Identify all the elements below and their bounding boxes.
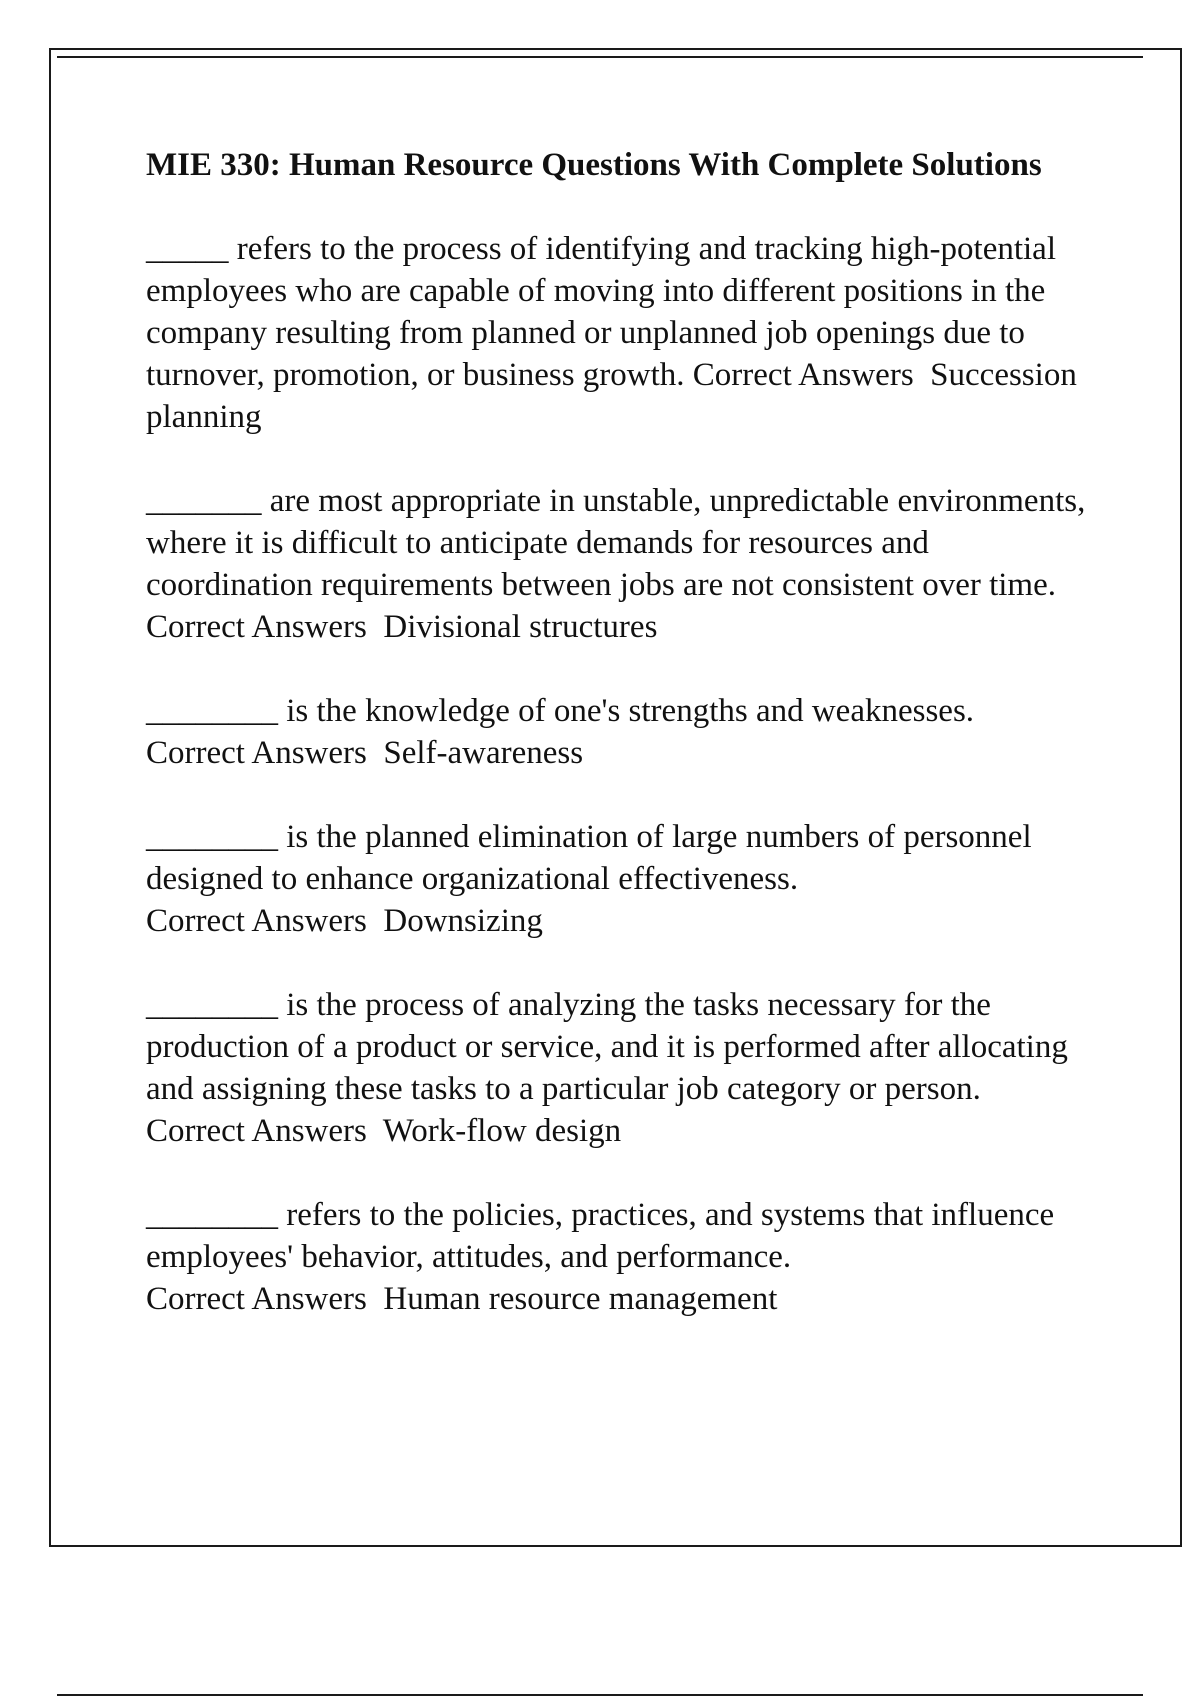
question-text: ________ is the process of analyzing the tasks necessary for the production of a product or service, and it is performed after allocating and assigning these tasks to a particular job category or person. — [146, 987, 1068, 1107]
answer-text: Downsizing — [383, 903, 543, 939]
question-text: ________ refers to the policies, practices, and systems that influence employees' behavior, attitudes, and performance. — [146, 1197, 1055, 1275]
question-item — [146, 690, 1086, 774]
answer-label: Correct Answers — [146, 1113, 367, 1149]
answer-text: Succession planning — [146, 357, 1077, 435]
document-body — [146, 144, 1086, 1362]
document-title: MIE 330: Human Resource Questions With Complete Solutions — [146, 147, 1042, 183]
answer-label: Correct Answers — [146, 1281, 367, 1317]
answer-text: Human resource management — [383, 1281, 778, 1317]
question-text: ________ is the planned elimination of large numbers of personnel designed to enhance organizational effectiveness. — [146, 819, 1032, 897]
answer-label: Correct Answers — [692, 357, 914, 393]
answer-separator — [367, 1281, 384, 1317]
question-text: ________ is the knowledge of one's strengths and weaknesses. — [146, 693, 975, 729]
answer-separator — [367, 903, 384, 939]
question-item — [146, 816, 1086, 942]
answer-label: Correct Answers — [146, 903, 367, 939]
answer-separator — [367, 609, 384, 645]
question-text: _____ refers to the process of identifying and tracking high-potential employees who are capable of moving into different positions in the company resulting from planned or unplanned job openings due to turnover, promotion, or business growth. — [146, 231, 1056, 393]
question-text: _______ are most appropriate in unstable, unpredictable environments, where it is difficult to anticipate demands for resources and coordination requirements between jobs are not consistent over time. — [146, 483, 1086, 603]
footer-rule — [57, 1694, 1143, 1696]
answer-label: Correct Answers — [146, 609, 367, 645]
answer-label: Correct Answers — [146, 735, 367, 771]
answer-text: Self-awareness — [383, 735, 584, 771]
question-item — [146, 984, 1086, 1152]
answer-separator — [367, 735, 384, 771]
answer-text: Divisional structures — [383, 609, 658, 645]
question-item — [146, 1194, 1086, 1320]
answer-separator — [367, 1113, 383, 1149]
answer-text: Work-flow design — [382, 1113, 622, 1149]
header-rule — [57, 56, 1143, 58]
answer-separator — [914, 357, 931, 393]
question-item — [146, 228, 1086, 438]
question-item — [146, 480, 1086, 648]
